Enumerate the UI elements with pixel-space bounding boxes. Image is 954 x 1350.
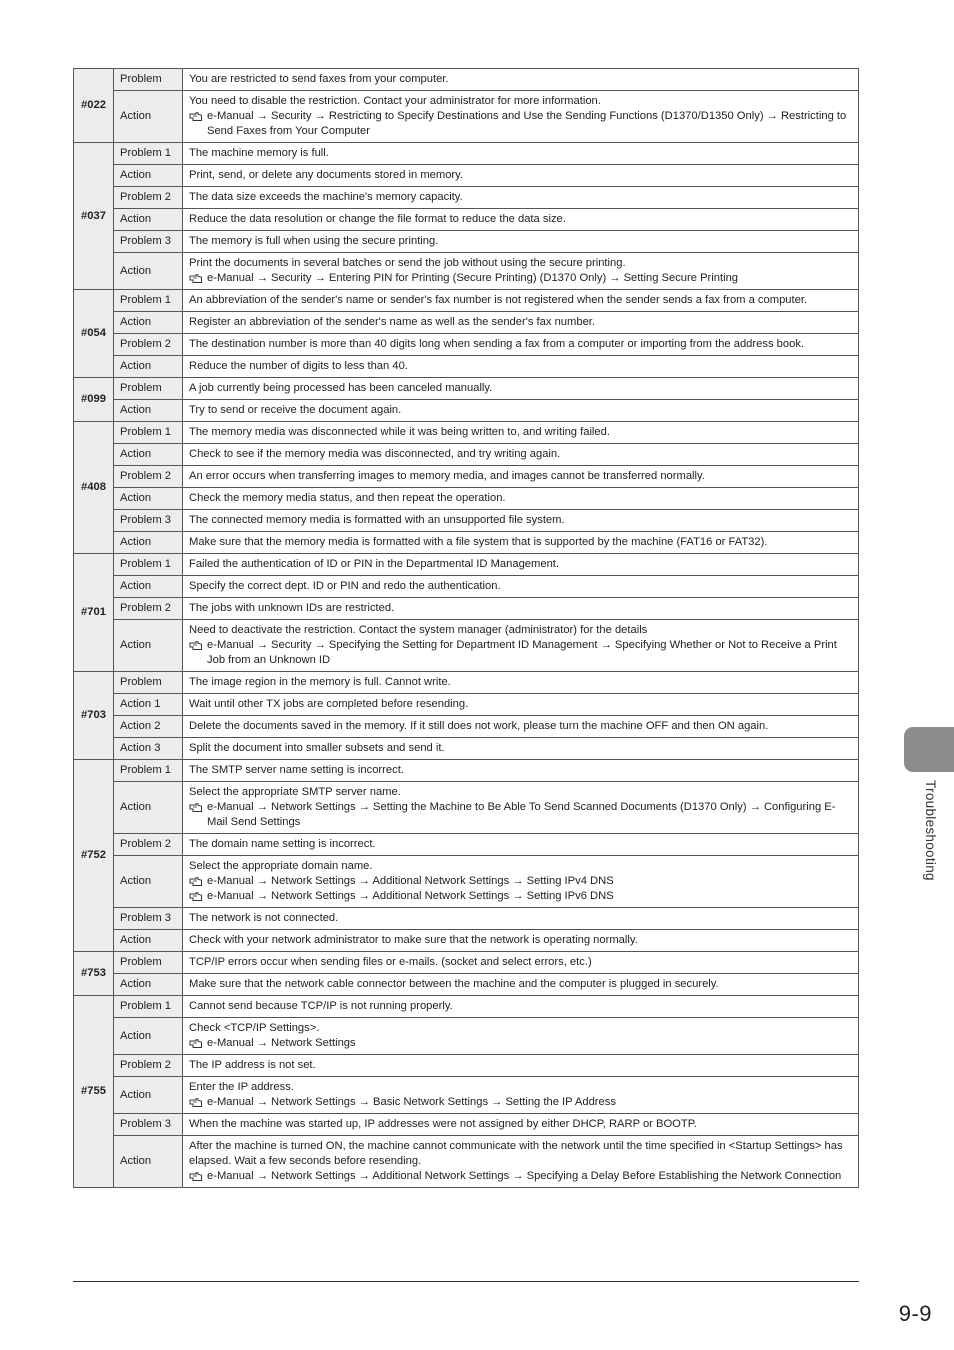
row-description <box>183 952 859 974</box>
table-row <box>74 694 859 716</box>
row-description <box>183 974 859 996</box>
row-description <box>183 782 859 834</box>
row-label: Problem 2 <box>114 334 183 356</box>
row-label: Problem 2 <box>114 1055 183 1077</box>
description-text: The memory is full when using the secure printing. <box>189 235 439 247</box>
row-label: Action <box>114 1077 183 1114</box>
description-text: The data size exceeds the machine's memory capacity. <box>189 191 463 203</box>
error-code: #701 <box>74 554 114 672</box>
chapter-tab-label: Troubleshooting <box>923 780 938 881</box>
table-row <box>74 716 859 738</box>
description-text: Need to deactivate the restriction. Contact the system manager (administrator) for the details <box>189 624 648 636</box>
row-description <box>183 908 859 930</box>
row-label: Action 1 <box>114 694 183 716</box>
error-code: #755 <box>74 996 114 1188</box>
row-description <box>183 253 859 290</box>
row-description <box>183 672 859 694</box>
description-text: Select the appropriate SMTP server name. <box>189 786 401 798</box>
description-text: You need to disable the restriction. Contact your administrator for more information. <box>189 95 601 107</box>
table-row <box>74 165 859 187</box>
row-description <box>183 930 859 952</box>
description-text: Check to see if the memory media was disconnected, and try writing again. <box>189 448 561 460</box>
table-row <box>74 598 859 620</box>
row-description <box>183 1136 859 1188</box>
error-code: #703 <box>74 672 114 760</box>
row-description <box>183 422 859 444</box>
description-text: The memory media was disconnected while it was being written to, and writing failed. <box>189 426 610 438</box>
row-label: Problem 3 <box>114 908 183 930</box>
row-label: Problem 2 <box>114 598 183 620</box>
row-description <box>183 620 859 672</box>
description-text: Failed the authentication of ID or PIN in the Departmental ID Management. <box>189 558 560 570</box>
description-text: Try to send or receive the document again. <box>189 404 402 416</box>
table-row <box>74 1018 859 1055</box>
description-text: Cannot send because TCP/IP is not running properly. <box>189 1000 453 1012</box>
description-text: TCP/IP errors occur when sending files or e-mails. (socket and select errors, etc.) <box>189 956 592 968</box>
table-row <box>74 952 859 974</box>
description-text: Make sure that the memory media is formatted with a file system that is supported by the machine (FAT16 or FAT32). <box>189 536 768 548</box>
description-text: Check the memory media status, and then repeat the operation. <box>189 492 506 504</box>
description-text: Print, send, or delete any documents stored in memory. <box>189 169 464 181</box>
row-description <box>183 444 859 466</box>
pointing-hand-icon <box>189 1172 203 1182</box>
error-code: #022 <box>74 69 114 143</box>
pointing-hand-icon <box>189 641 203 651</box>
description-text: The SMTP server name setting is incorrect. <box>189 764 404 776</box>
row-label: Action <box>114 400 183 422</box>
table-row <box>74 231 859 253</box>
manual-reference[interactable] <box>189 638 852 668</box>
row-description <box>183 996 859 1018</box>
row-description <box>183 400 859 422</box>
error-code: #037 <box>74 143 114 290</box>
row-label: Problem 1 <box>114 290 183 312</box>
row-description <box>183 209 859 231</box>
table-row <box>74 620 859 672</box>
table-row <box>74 1077 859 1114</box>
row-description <box>183 312 859 334</box>
row-label: Action <box>114 620 183 672</box>
row-description <box>183 69 859 91</box>
row-label: Action <box>114 974 183 996</box>
row-label: Problem 2 <box>114 834 183 856</box>
table-row <box>74 378 859 400</box>
description-text: After the machine is turned ON, the machine cannot communicate with the network until the time specified in <Startup Settings> has elapsed. Wait a few seconds before resending. <box>189 1140 843 1167</box>
table-row <box>74 1055 859 1077</box>
table-row <box>74 422 859 444</box>
table-row <box>74 444 859 466</box>
reference-text: e-Manual → Network Settings → Basic Network Settings → Setting the IP Address <box>207 1096 616 1108</box>
table-row <box>74 554 859 576</box>
row-label: Action <box>114 165 183 187</box>
table-row <box>74 856 859 908</box>
description-text: Enter the IP address. <box>189 1081 294 1093</box>
table-row <box>74 69 859 91</box>
table-row <box>74 488 859 510</box>
row-description <box>183 834 859 856</box>
description-text: The domain name setting is incorrect. <box>189 838 376 850</box>
row-label: Problem 3 <box>114 510 183 532</box>
row-description <box>183 598 859 620</box>
error-code: #408 <box>74 422 114 554</box>
description-text: You are restricted to send faxes from your computer. <box>189 73 449 85</box>
table-row <box>74 209 859 231</box>
row-description <box>183 231 859 253</box>
row-description <box>183 290 859 312</box>
row-label: Action 3 <box>114 738 183 760</box>
row-description <box>183 694 859 716</box>
row-description <box>183 760 859 782</box>
table-row <box>74 143 859 165</box>
error-code: #054 <box>74 290 114 378</box>
pointing-hand-icon <box>189 274 203 284</box>
table-row <box>74 187 859 209</box>
row-label: Action <box>114 1136 183 1188</box>
table-row <box>74 738 859 760</box>
row-label: Problem 3 <box>114 231 183 253</box>
row-description <box>183 576 859 598</box>
description-text: Check with your network administrator to make sure that the network is operating normally. <box>189 934 638 946</box>
reference-text: e-Manual → Network Settings → Setting the Machine to Be Able To Send Scanned Documents (D1370 Only) → Configuring E-Mail Send Settings <box>207 801 836 828</box>
description-text: Specify the correct dept. ID or PIN and redo the authentication. <box>189 580 501 592</box>
row-description <box>183 466 859 488</box>
reference-text: e-Manual → Network Settings → Additional Network Settings → Setting IPv4 DNS <box>207 875 614 887</box>
manual-reference[interactable] <box>189 271 852 286</box>
reference-text: e-Manual → Security → Entering PIN for Printing (Secure Printing) (D1370 Only) → Setting Secure Printing <box>207 272 739 284</box>
table-row <box>74 834 859 856</box>
row-description <box>183 1055 859 1077</box>
row-label: Problem <box>114 378 183 400</box>
row-label: Action <box>114 488 183 510</box>
table-row <box>74 996 859 1018</box>
description-text: The IP address is not set. <box>189 1059 316 1071</box>
description-text: When the machine was started up, IP addresses were not assigned by either DHCP, RARP or BOOTP. <box>189 1118 697 1130</box>
row-label: Problem 1 <box>114 554 183 576</box>
description-text: The jobs with unknown IDs are restricted. <box>189 602 395 614</box>
table-row <box>74 400 859 422</box>
table-row <box>74 91 859 143</box>
row-description <box>183 532 859 554</box>
description-text: An error occurs when transferring images to memory media, and images cannot be transferred normally. <box>189 470 705 482</box>
row-label: Action <box>114 91 183 143</box>
row-label: Action <box>114 356 183 378</box>
description-text: An abbreviation of the sender's name or sender's fax number is not registered when the sender sends a fax from a computer. <box>189 294 808 306</box>
row-description <box>183 510 859 532</box>
row-label: Action <box>114 1018 183 1055</box>
table-row <box>74 356 859 378</box>
description-text: The network is not connected. <box>189 912 339 924</box>
table-row <box>74 253 859 290</box>
table-row <box>74 760 859 782</box>
row-label: Action <box>114 930 183 952</box>
description-text: Make sure that the network cable connector between the machine and the computer is plugged in securely. <box>189 978 719 990</box>
description-text: Reduce the data resolution or change the file format to reduce the data size. <box>189 213 566 225</box>
table-row <box>74 672 859 694</box>
description-text: Register an abbreviation of the sender's name as well as the sender's fax number. <box>189 316 596 328</box>
row-description <box>183 716 859 738</box>
row-label: Problem <box>114 672 183 694</box>
manual-reference[interactable] <box>189 1169 852 1184</box>
description-text: The destination number is more than 40 digits long when sending a fax from a computer or importing from the address book. <box>189 338 805 350</box>
description-text: Split the document into smaller subsets and send it. <box>189 742 445 754</box>
row-label: Problem 1 <box>114 760 183 782</box>
table-row <box>74 290 859 312</box>
row-label: Problem 1 <box>114 996 183 1018</box>
description-text: Select the appropriate domain name. <box>189 860 373 872</box>
reference-text: e-Manual → Security → Specifying the Setting for Department ID Management → Specifying Whether or Not to Receive a Print Job from an Unknown ID <box>207 639 837 666</box>
table-row <box>74 930 859 952</box>
chapter-tab[interactable] <box>904 727 954 772</box>
page-number: 9-9 <box>898 1301 932 1326</box>
row-label: Action <box>114 782 183 834</box>
row-description <box>183 91 859 143</box>
row-description <box>183 1114 859 1136</box>
row-label: Problem 1 <box>114 422 183 444</box>
row-label: Problem 2 <box>114 466 183 488</box>
row-label: Action <box>114 253 183 290</box>
table-row <box>74 576 859 598</box>
row-label: Problem <box>114 952 183 974</box>
pointing-hand-icon <box>189 877 203 887</box>
description-text: Reduce the number of digits to less than 40. <box>189 360 408 372</box>
row-description <box>183 378 859 400</box>
table-row <box>74 466 859 488</box>
manual-reference[interactable] <box>189 109 852 139</box>
row-label: Action <box>114 444 183 466</box>
table-row <box>74 510 859 532</box>
row-description <box>183 165 859 187</box>
reference-text: e-Manual → Network Settings <box>207 1037 356 1049</box>
description-text: The image region in the memory is full. Cannot write. <box>189 676 451 688</box>
pointing-hand-icon <box>189 112 203 122</box>
error-code: #753 <box>74 952 114 996</box>
table-row <box>74 908 859 930</box>
row-label: Problem 3 <box>114 1114 183 1136</box>
row-description <box>183 187 859 209</box>
row-label: Action <box>114 576 183 598</box>
reference-text: e-Manual → Network Settings → Additional Network Settings → Specifying a Delay Before Establishing the Network Connection <box>207 1170 842 1182</box>
manual-reference[interactable] <box>189 1036 852 1051</box>
row-label: Problem <box>114 69 183 91</box>
description-text: A job currently being processed has been canceled manually. <box>189 382 493 394</box>
manual-reference[interactable] <box>189 1095 852 1110</box>
description-text: Check <TCP/IP Settings>. <box>189 1022 320 1034</box>
reference-text: e-Manual → Security → Restricting to Specify Destinations and Use the Sending Functions (D1370/D1350 Only) → Restricting to Send Faxes from Your Computer <box>207 110 847 137</box>
manual-reference[interactable] <box>189 874 852 889</box>
row-label: Action 2 <box>114 716 183 738</box>
pointing-hand-icon <box>189 803 203 813</box>
reference-text: e-Manual → Network Settings → Additional Network Settings → Setting IPv6 DNS <box>207 890 614 902</box>
pointing-hand-icon <box>189 1098 203 1108</box>
row-label: Problem 1 <box>114 143 183 165</box>
table-row <box>74 532 859 554</box>
description-text: The machine memory is full. <box>189 147 329 159</box>
row-label: Action <box>114 532 183 554</box>
row-description <box>183 1018 859 1055</box>
table-row <box>74 1136 859 1188</box>
manual-reference[interactable] <box>189 800 852 830</box>
error-code-table <box>73 68 859 1188</box>
manual-reference[interactable] <box>189 889 852 904</box>
table-row <box>74 782 859 834</box>
row-description <box>183 488 859 510</box>
row-label: Problem 2 <box>114 187 183 209</box>
description-text: Print the documents in several batches or send the job without using the secure printing. <box>189 257 626 269</box>
footer-divider <box>73 1281 859 1282</box>
row-label: Action <box>114 312 183 334</box>
row-description <box>183 1077 859 1114</box>
description-text: The connected memory media is formatted with an unsupported file system. <box>189 514 565 526</box>
description-text: Delete the documents saved in the memory. If it still does not work, please turn the machine OFF and then ON again. <box>189 720 769 732</box>
row-description <box>183 143 859 165</box>
row-description <box>183 554 859 576</box>
table-row <box>74 974 859 996</box>
description-text: Wait until other TX jobs are completed before resending. <box>189 698 469 710</box>
pointing-hand-icon <box>189 892 203 902</box>
table-row <box>74 334 859 356</box>
row-description <box>183 738 859 760</box>
pointing-hand-icon <box>189 1039 203 1049</box>
row-description <box>183 356 859 378</box>
row-label: Action <box>114 209 183 231</box>
row-label: Action <box>114 856 183 908</box>
table-row <box>74 1114 859 1136</box>
row-description <box>183 334 859 356</box>
row-description <box>183 856 859 908</box>
error-code: #099 <box>74 378 114 422</box>
table-row <box>74 312 859 334</box>
error-code: #752 <box>74 760 114 952</box>
